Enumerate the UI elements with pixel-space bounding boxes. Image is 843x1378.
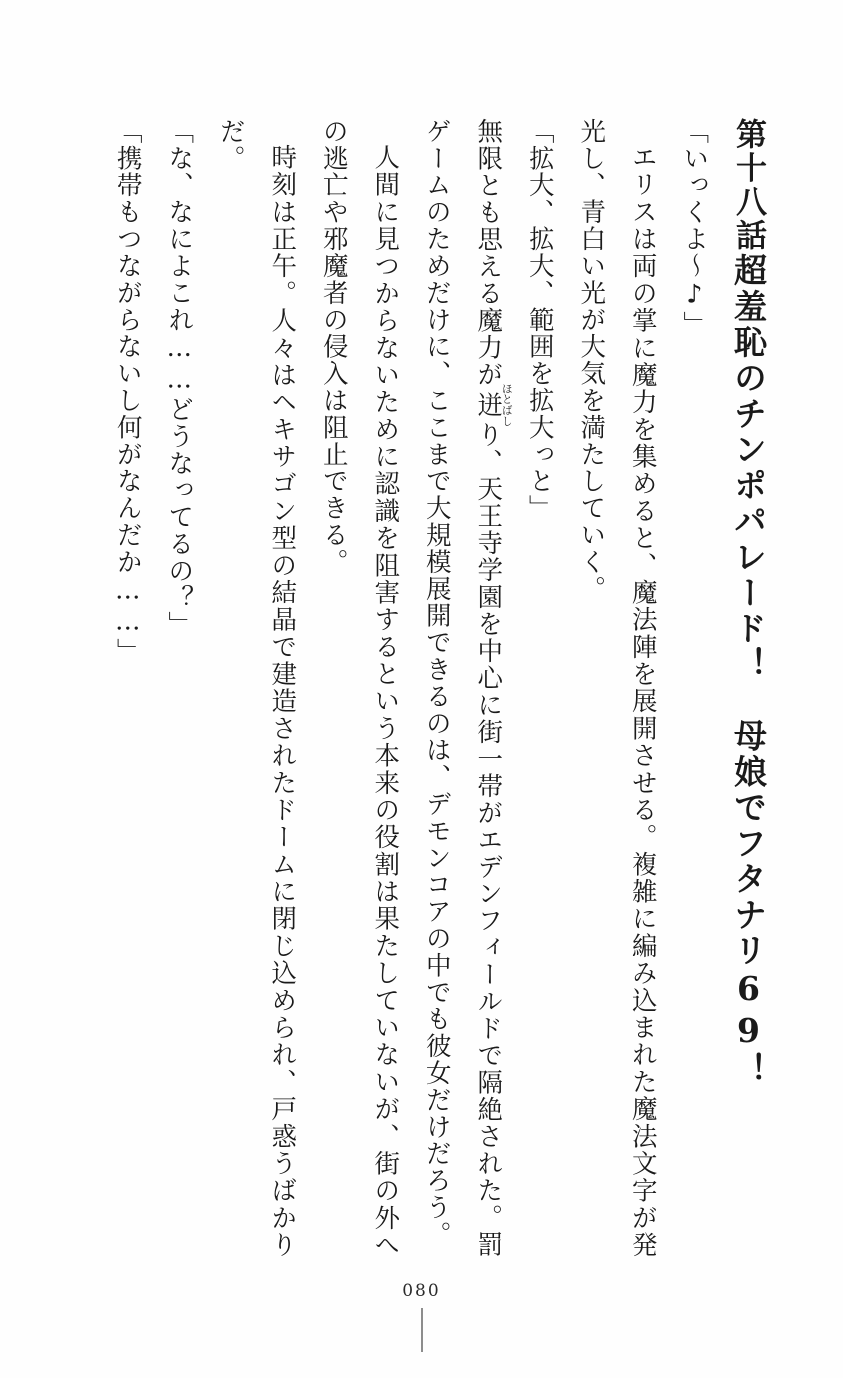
ruby-text: ほとばし <box>500 382 514 427</box>
page-number: 080 <box>402 1281 441 1301</box>
paragraph-4 <box>410 118 513 1258</box>
paragraph-7: 「な、なによこれ……どうなってるの？」 <box>164 118 195 639</box>
paragraph-4-post: り、天王寺学園を中心に街一帯がエデンフィールドで隔絶された。罰ゲームのためだけに、ここまで大規模展開できるのは、デモンコアの中でも彼女だけだろう。 <box>421 118 504 1258</box>
ruby-annotation <box>473 382 514 427</box>
page-footer <box>0 1281 843 1352</box>
chapter-heading <box>719 118 777 1250</box>
paragraph-1: 「いっくよ～♪」 <box>679 118 710 338</box>
paragraph-5: 人間に見つからないために認識を阻害するという本来の役割は果たしていないが、街の外への逃亡や邪魔者の侵入は阻止できる。 <box>318 118 401 1258</box>
ruby-base: 迸 <box>473 382 504 427</box>
page-text-body <box>60 118 777 1258</box>
paragraph-8: 「携帯もつながらないし何がなんだか……」 <box>112 118 143 666</box>
paragraph-3: 「拡大、拡大、範囲を拡大っと」 <box>524 118 555 522</box>
chapter-title: 超羞恥のチンポパレード！ 母娘でフタナリ69！ <box>729 253 768 1089</box>
chapter-number: 第十八話 <box>730 118 766 254</box>
paragraph-2: エリスは両の掌に魔力を集めると、魔法陣を展開させる。複雑に編み込まれた魔法文字が発光し、青白い光が大気を満たしていく。 <box>576 118 658 1258</box>
paragraph-6: 時刻は正午。人々はヘキサゴン型の結晶で建造されたドームに閉じ込められ、戸惑うばかりだ。 <box>215 118 298 1258</box>
paragraph-4-pre: 無限とも思える魔力が <box>473 118 504 388</box>
footer-rule <box>421 1308 423 1352</box>
